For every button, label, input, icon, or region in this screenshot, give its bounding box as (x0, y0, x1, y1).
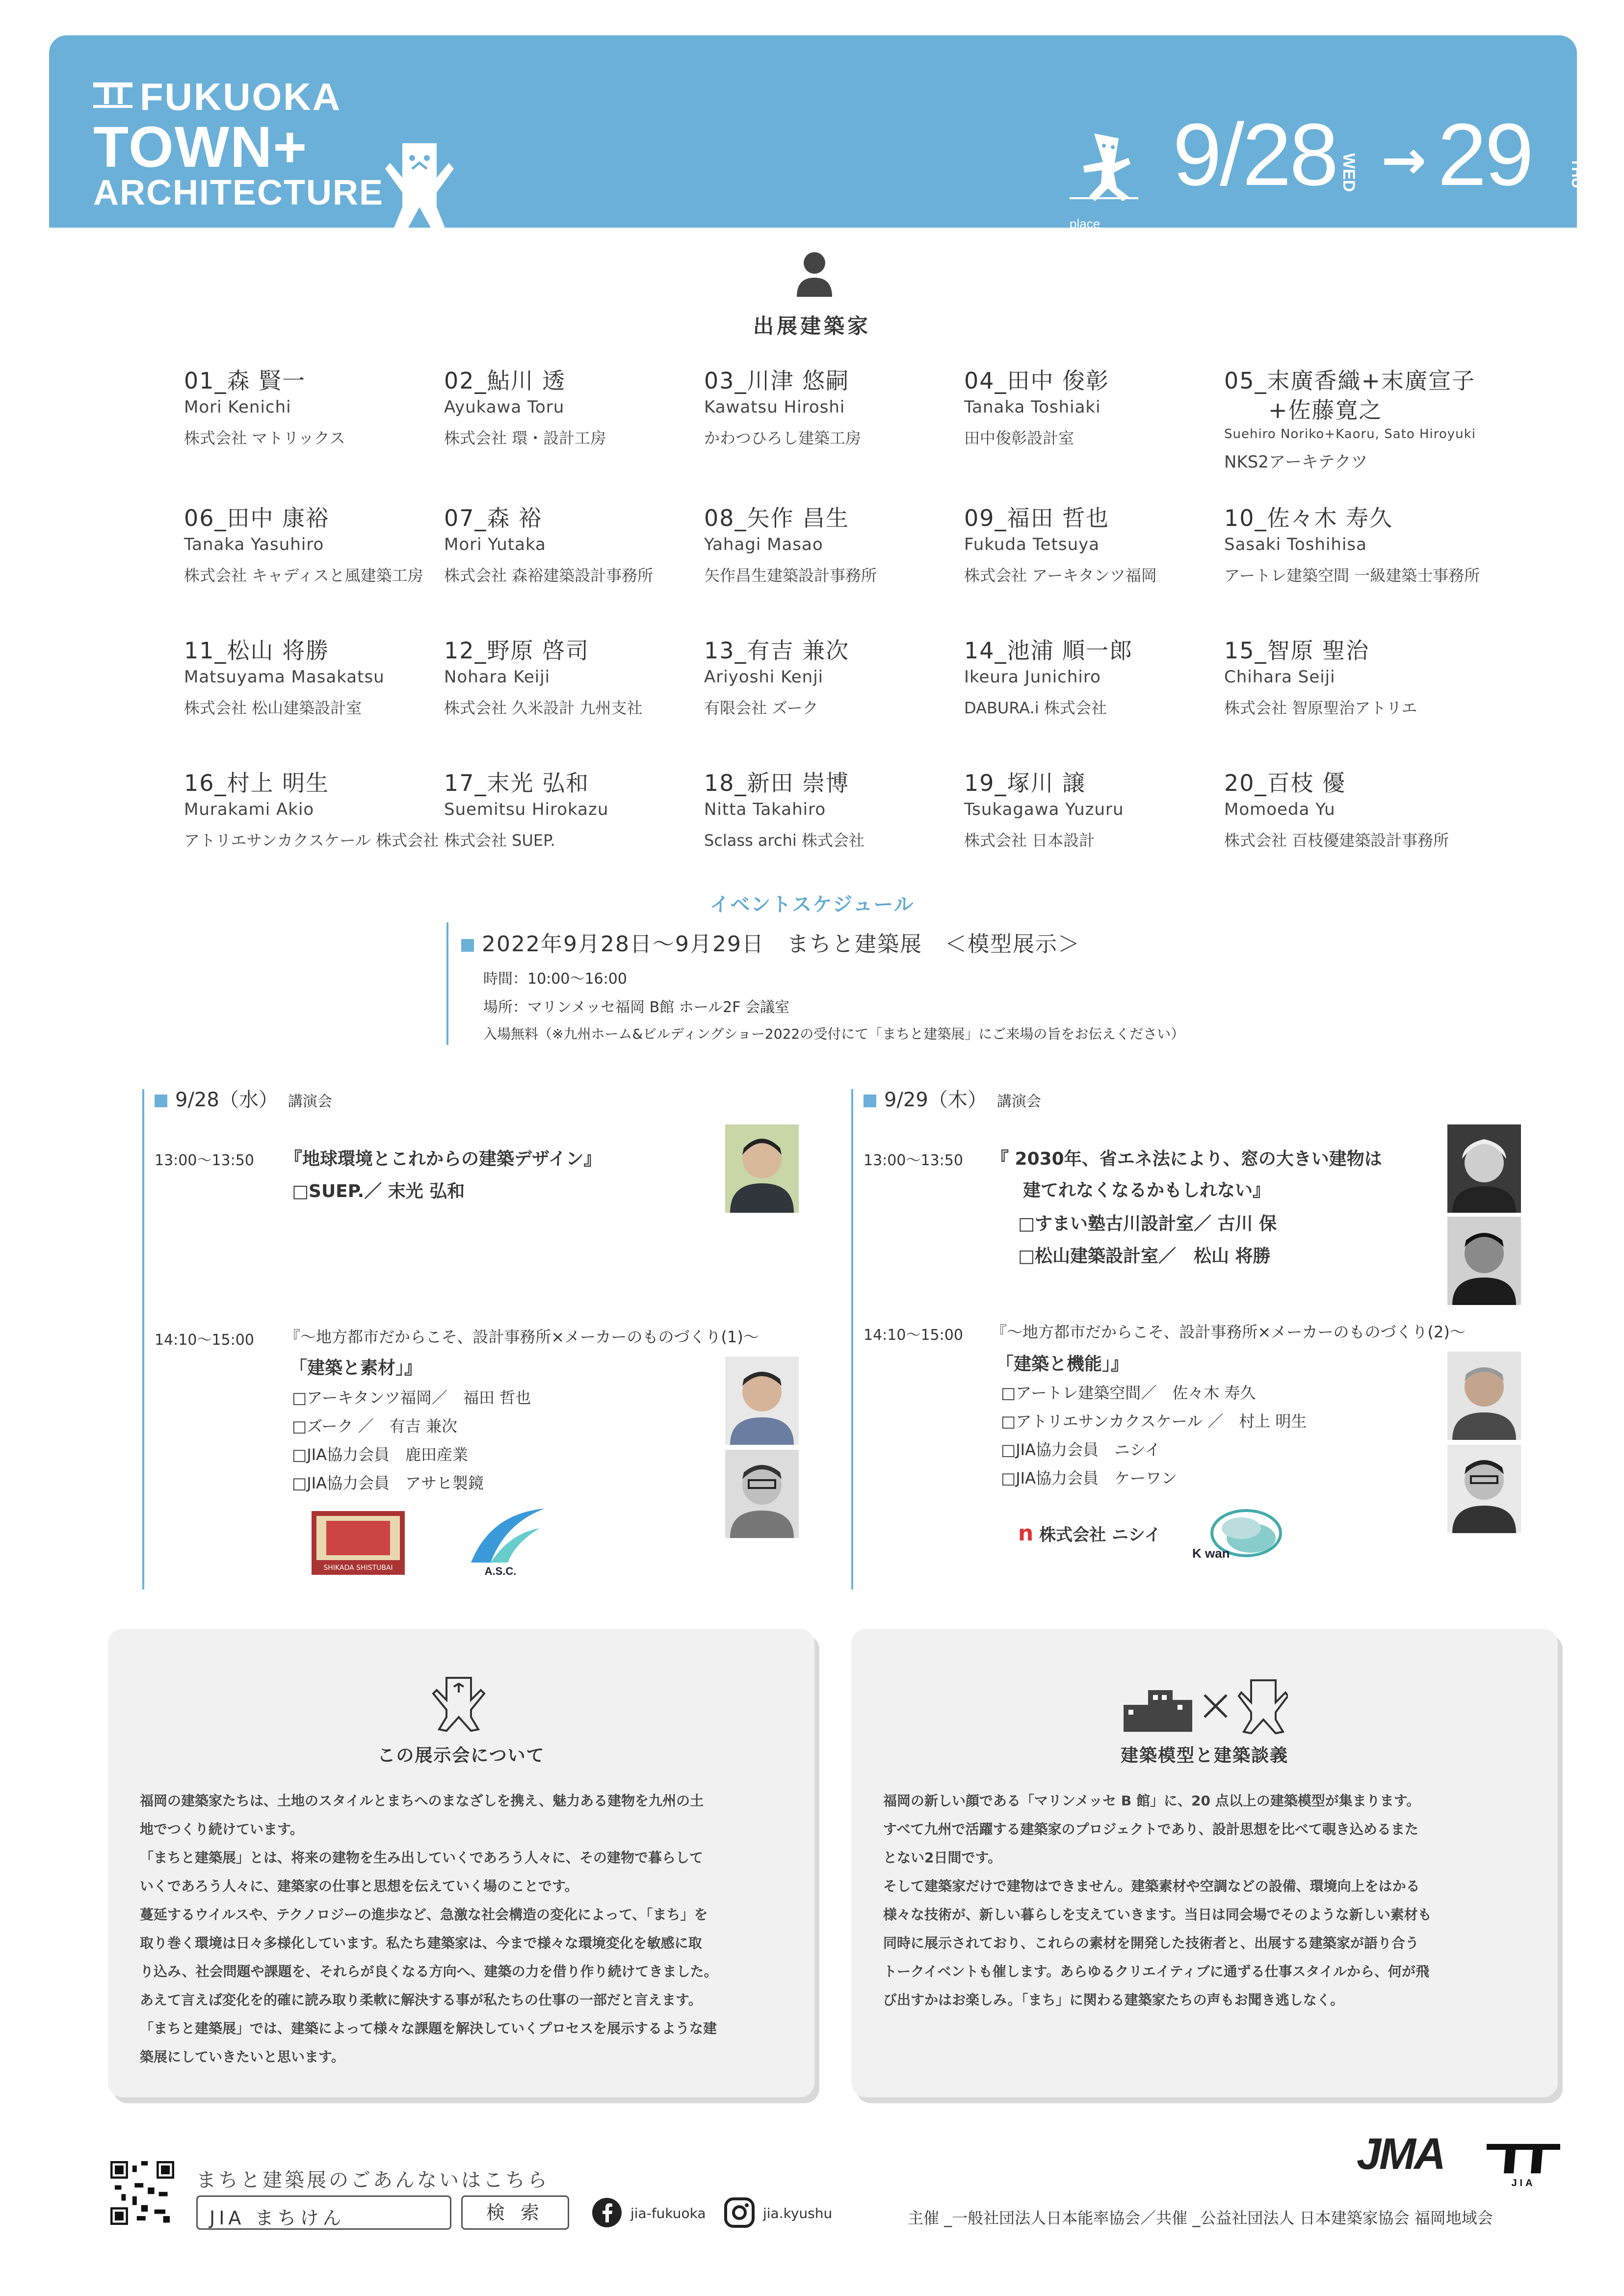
exhibitor-office: 株式会社 アーキタンツ福岡 (964, 566, 1157, 585)
exhibitor-card (704, 500, 959, 586)
exhibitor-office: 株式会社 久米設計 九州支社 (444, 699, 643, 717)
date-start: 9/28 (1173, 105, 1337, 204)
exhibitor-card (704, 633, 959, 718)
lecture-speaker-line: □すまい塾古川設計室／ 古川 保 (1018, 1214, 1277, 1234)
lecture-speaker-line: □JIA協力会員 ケーワン (1001, 1469, 1178, 1487)
exhibitor-roman: Chihara Seiji (1224, 667, 1336, 687)
exhibitor-card (964, 633, 1219, 718)
exhibitor-name: 07_森 裕 (444, 505, 543, 531)
shikada-logo-text: SHIKADA SHISTUBAI (323, 1564, 393, 1572)
speaker-photo-furukawa (1447, 1124, 1521, 1213)
exhibitor-roman: Kawatsu Hiroshi (704, 397, 845, 417)
instagram-icon[interactable] (724, 2197, 755, 2228)
exhibitor-roman: Mori Kenichi (184, 397, 291, 417)
exhibitor-roman: Suemitsu Hirokazu (444, 800, 609, 819)
organizers: 主催 _一般社団法人日本能率協会／共催 _公益社団法人 日本建築家協会 福岡地域会 (908, 2209, 1493, 2227)
bullet-square-icon (155, 1095, 167, 1107)
exhibitor-roman: Tanaka Toshiaki (964, 397, 1101, 417)
paragraph-line: り込み、社会問題や課題を、それらが良くなる方向へ、建築の力を借り作り続けてきました。 (140, 1963, 718, 1980)
exhibitor-office: 矢作昌生建築設計事務所 (704, 566, 877, 585)
exhibitor-roman: Murakami Akio (184, 800, 314, 819)
exhibitor-name: 06_田中 康裕 (184, 505, 330, 531)
schedule-time: 時間：10:00～16:00 (483, 970, 627, 988)
paragraph-line: 同時に展示されており、これらの素材を開発した技術者と、出展する建築家が語り合う (883, 1935, 1419, 1951)
bullet-square-icon (461, 939, 474, 952)
exhibitor-office: 株式会社 智原聖治アトリエ (1224, 699, 1417, 717)
lecture-speaker-line: □アトリエサンカクスケール ／ 村上 明生 (1001, 1412, 1307, 1431)
about-title: この展示会について (377, 1746, 545, 1766)
qr-code-icon[interactable] (110, 2161, 174, 2225)
mascot-outline-icon (429, 1673, 488, 1732)
exhibitor-card (1224, 363, 1479, 472)
schedule-title: イベントスケジュール (709, 893, 915, 916)
speaker-photo-murakami (1447, 1445, 1521, 1533)
schedule-bar (446, 922, 448, 1045)
speaker-photo-fukuda (725, 1357, 799, 1445)
day1-l2-title: 「建築と素材」』 (289, 1358, 422, 1378)
models-title: 建築模型と建築談義 (1120, 1746, 1288, 1766)
logo-town: TOWN+ (93, 115, 308, 180)
building-and-mascot-icon (1119, 1675, 1288, 1734)
exhibitor-name: 17_末光 弘和 (444, 770, 590, 796)
mascot-icon (383, 133, 456, 236)
paragraph-line: 「まちと建築展」では、建築によって様々な課題を解決していくプロセスを展示するような建 (140, 2020, 717, 2036)
logo-fukuoka: FUKUOKA (140, 75, 341, 118)
models-body (883, 1787, 1432, 2014)
nishii-logo-text: 株式会社 ニシイ (1039, 1525, 1161, 1545)
exhibitors-title: 出展建築家 (753, 314, 871, 338)
exhibitor-roman: Sasaki Toshihisa (1224, 535, 1367, 554)
place-label-line2: and time (1070, 230, 1119, 245)
place-and-time: マリンメッセ福岡 B館 ホール 2F 会議室 10:00 -16:00 (1124, 227, 1556, 273)
day2-bar (851, 1089, 853, 1590)
bullet-square-icon (864, 1095, 876, 1107)
lecture-speaker-line: □アートレ建築空間／ 佐々木 寿久 (1001, 1383, 1256, 1402)
jma-logo: JMA (1357, 2130, 1444, 2179)
exhibitor-card (444, 500, 699, 586)
exhibitor-roman: Ikeura Junichiro (964, 667, 1101, 687)
exhibitor-office: 株式会社 百枝優建築設計事務所 (1224, 831, 1449, 850)
exhibitor-office: 株式会社 松山建築設計室 (184, 699, 362, 717)
exhibitor-office: Sclass archi 株式会社 (704, 831, 864, 850)
facebook-icon[interactable] (591, 2197, 623, 2228)
models-box (851, 1629, 1558, 2097)
exhibitor-card (704, 765, 959, 851)
shikada-logo-icon (312, 1511, 405, 1575)
jia-logo-icon (93, 78, 132, 110)
day2-l2-time: 14:10～15:00 (864, 1327, 963, 1344)
exhibitor-roman: Nitta Takahiro (704, 800, 826, 819)
kwan-logo-text: K wan (1192, 1546, 1230, 1561)
day2-l2-subtitle: 『～地方都市だからこそ、設計事務所×メーカーのものづくり(2)～ (991, 1323, 1466, 1341)
footer-guide: まちと建築展のごあんないはこちら (196, 2169, 550, 2192)
about-body (140, 1787, 718, 2071)
exhibitor-card (1224, 500, 1479, 586)
paragraph-line: 福岡の新しい顔である「マリンメッセ B 館」に、20 点以上の建築模型が集まります。 (883, 1793, 1420, 1809)
day1-header (155, 1084, 332, 1112)
day2-label: 講演会 (996, 1093, 1041, 1110)
day1-l1-title: 『地球環境とこれからの建築デザイン』 (285, 1149, 602, 1169)
exhibitor-office: アトリエサンカクスケール 株式会社 (184, 831, 439, 850)
nishii-logo-icon: n (1018, 1521, 1034, 1546)
paragraph-line: いくであろう人々に、建築家の仕事と思想を伝えていく場のことです。 (140, 1878, 578, 1894)
exhibitor-roman: Suehiro Noriko+Kaoru, Sato Hiroyuki (1224, 427, 1476, 442)
exhibitor-roman: Momoeda Yu (1224, 800, 1336, 819)
paragraph-line: 様々な技術が、新しい暮らしを支えていきます。当日は同会場でそのような新しい素材も (883, 1906, 1432, 1923)
day1-l2-time: 14:10～15:00 (155, 1331, 254, 1349)
exhibitor-roman: Matsuyama Masakatsu (184, 667, 385, 687)
day2-l1-time: 13:00～13:50 (864, 1152, 963, 1169)
header-banner (49, 35, 1585, 273)
lecture-speaker-line: □松山建築設計室／ 松山 将勝 (1018, 1246, 1271, 1266)
exhibitor-card (964, 500, 1219, 586)
about-box (108, 1629, 814, 2097)
exhibitor-roman: Ayukawa Toru (444, 397, 565, 417)
lecture-speaker-line: □ズーク ／ 有吉 兼次 (292, 1417, 457, 1435)
exhibitor-office: 株式会社 キャディスと風建築工房 (184, 566, 423, 585)
paragraph-line: 福岡の建築家たちは、土地のスタイルとまちへのまなざしを携え、魅力ある建物を九州の土 (140, 1793, 704, 1809)
schedule-note: 入場無料（※九州ホーム&ビルディングショー2022の受付にて「まちと建築展」にご来場の旨をお伝えください） (483, 1026, 1185, 1042)
day1-bar (142, 1089, 144, 1590)
exhibitor-office: 有限会社 ズーク (704, 699, 818, 717)
exhibitor-card (704, 363, 959, 448)
exhibitor-card (444, 633, 699, 718)
day1-l1-speaker: □SUEP.／ 末光 弘和 (292, 1181, 465, 1201)
speaker-photo-ariyoshi (725, 1450, 799, 1538)
date-end: 29 (1438, 105, 1532, 204)
day2-date: 9/29（木） (884, 1089, 987, 1111)
logo-architecture: ARCHITECTURE (93, 173, 384, 212)
lecture-speaker-line: □JIA協力会員 アサヒ製鏡 (292, 1474, 484, 1492)
exhibitor-name: 04_田中 俊彰 (964, 367, 1110, 394)
exhibitor-name: 19_塚川 譲 (964, 770, 1086, 796)
exhibitor-roman: Ariyoshi Kenji (704, 667, 824, 687)
exhibitor-name-2: +佐藤寛之 (1268, 397, 1383, 423)
day1-l1-time: 13:00～13:50 (155, 1152, 254, 1169)
exhibitor-roman: Fukuda Tetsuya (964, 535, 1100, 554)
exhibitor-card (1224, 633, 1479, 718)
exhibitor-card (184, 500, 439, 586)
kwan-logo-icon (1178, 1499, 1290, 1572)
exhibitor-office: DABURA.i 株式会社 (964, 699, 1107, 717)
speaker-photo-sasaki (1447, 1352, 1521, 1440)
date-end-day: THU (1569, 158, 1585, 188)
exhibitor-name: 01_森 賢一 (184, 367, 306, 394)
nishii-logo (1018, 1521, 1161, 1546)
paragraph-line: そして建築家だけで建物はできません。建築素材や空調などの設備、環境向上をはかる (883, 1878, 1420, 1894)
exhibitor-roman: Nohara Keiji (444, 667, 550, 687)
exhibitor-name: 10_佐々木 寿久 (1224, 505, 1393, 531)
exhibitor-name: 09_福田 哲也 (964, 505, 1110, 531)
paragraph-line: とない2日間です。 (883, 1850, 1002, 1866)
jia-footer-logo-text: JIA (1511, 2178, 1536, 2188)
paragraph-line: すべて九州で活躍する建築家のプロジェクトであり、設計思想を比べて覗き込めるまた (883, 1821, 1418, 1837)
exhibitor-card (444, 363, 699, 448)
exhibitor-name: 05_末廣香織+末廣宣子 (1224, 367, 1476, 394)
facebook-handle[interactable]: jia-fukuoka (630, 2205, 706, 2221)
schedule-main-text: 2022年9月28日～9月29日 まちと建築展 ＜模型展示＞ (482, 932, 1080, 957)
exhibitor-name: 03_川津 悠嗣 (704, 367, 850, 394)
search-button[interactable]: 検 索 (461, 2195, 569, 2230)
exhibitor-name: 14_池浦 順一郎 (964, 637, 1133, 664)
person-icon (795, 250, 834, 297)
exhibitor-office: 株式会社 環・設計工房 (444, 429, 606, 447)
day1-date: 9/28（水） (175, 1089, 278, 1111)
exhibitor-card (184, 363, 439, 448)
exhibitor-office: NKS2アーキテクツ (1224, 452, 1368, 472)
exhibitor-office: 株式会社 マトリックス (184, 429, 345, 447)
day2-l1-title2: 建てれなくなるかもしれない』 (1023, 1180, 1271, 1200)
paragraph-line: 地でつくり続けています。 (140, 1821, 304, 1837)
exhibitor-office: 株式会社 日本設計 (964, 831, 1095, 850)
exhibitor-roman: Yahagi Masao (704, 535, 823, 554)
exhibitor-name: 20_百枝 優 (1224, 770, 1346, 796)
exhibitor-name: 13_有吉 兼次 (704, 637, 850, 664)
speaker-photo-matsuyama (1447, 1217, 1521, 1305)
day1-l2-subtitle: 『～地方都市だからこそ、設計事務所×メーカーのものづくり(1)～ (285, 1328, 759, 1346)
exhibitor-office: かわつひろし建築工房 (704, 429, 862, 447)
place-label (1070, 217, 1119, 244)
place-label-line1: place (1070, 216, 1100, 231)
lecture-speaker-line: □JIA協力会員 ニシイ (1001, 1440, 1161, 1459)
exhibitor-office: 田中俊彰設計室 (964, 429, 1074, 447)
exhibitor-name: 02_鮎川 透 (444, 367, 566, 394)
mascot-running-icon (1070, 129, 1138, 202)
exhibitor-card (964, 363, 1219, 448)
asc-logo-icon (461, 1504, 550, 1577)
day2-l1-title: 『 2030年、省エネ法により、窓の大きい建物は (991, 1149, 1382, 1169)
exhibitor-roman: Mori Yutaka (444, 535, 546, 554)
speaker-photo-suemitsu (725, 1124, 799, 1213)
search-input[interactable]: JIA まちけん (196, 2195, 451, 2230)
arrow-right-icon: → (1381, 129, 1427, 191)
day2-header (864, 1084, 1041, 1112)
asc-logo-text: A.S.C. (484, 1565, 517, 1577)
exhibitor-roman: Tanaka Yasuhiro (184, 535, 324, 554)
schedule-main (461, 926, 1080, 958)
exhibitor-name: 18_新田 崇博 (704, 770, 850, 796)
instagram-handle[interactable]: jia.kyushu (763, 2205, 833, 2221)
exhibitor-name: 11_松山 将勝 (184, 637, 330, 664)
exhibitor-name: 16_村上 明生 (184, 770, 330, 796)
exhibitor-card (1224, 765, 1479, 851)
exhibitor-card (964, 765, 1219, 851)
paragraph-line: あえて言えば変化を的確に読み取り柔軟に解決する事が私たちの仕事の一部だと言えます。 (140, 1992, 702, 2008)
schedule-place: 場所：マリンメッセ福岡 B館 ホール2F 会議室 (483, 999, 790, 1016)
paragraph-line: トークイベントも催します。あらゆるクリエイティブに通ずる仕事スタイルから、何が飛 (883, 1963, 1430, 1980)
jia-footer-logo-icon (1487, 2134, 1560, 2188)
exhibitor-name: 12_野原 啓司 (444, 637, 590, 664)
lecture-speaker-line: □JIA協力会員 鹿田産業 (292, 1445, 469, 1464)
exhibitor-roman: Tsukagawa Yuzuru (964, 800, 1124, 819)
paragraph-line: 「まちと建築展」とは、将来の建物を生み出していくであろう人々に、その建物で暮らして (140, 1850, 704, 1866)
exhibitor-office: 株式会社 森裕建築設計事務所 (444, 566, 654, 585)
paragraph-line: 取り巻く環境は日々多様化しています。私たち建築家は、今まで様々な環境変化を敏感に取 (140, 1935, 702, 1951)
paragraph-line: 蔓延するウイルスや、テクノロジーの進歩など、急激な社会構造の変化によって、「まち」を (140, 1906, 708, 1923)
paragraph-line: び出すかはお楽しみ。「まち」に関わる建築家たちの声もお聞き逃しなく。 (883, 1992, 1344, 2008)
exhibitor-card (184, 633, 439, 718)
exhibitor-name: 08_矢作 昌生 (704, 505, 850, 531)
exhibitor-name: 15_智原 聖治 (1224, 637, 1370, 664)
exhibitor-office: 株式会社 SUEP. (444, 831, 555, 850)
day1-label: 講演会 (288, 1093, 332, 1110)
exhibitor-office: アートレ建築空間 一級建築士事務所 (1224, 566, 1480, 585)
exhibitor-card (184, 765, 439, 851)
date-start-day: WED (1339, 153, 1358, 192)
exhibitor-card (444, 765, 699, 851)
day2-l2-title: 「建築と機能」』 (996, 1354, 1129, 1374)
lecture-speaker-line: □アーキタンツ福岡／ 福田 哲也 (292, 1388, 531, 1407)
paragraph-line: 築展にしていきたいと思います。 (140, 2049, 345, 2065)
